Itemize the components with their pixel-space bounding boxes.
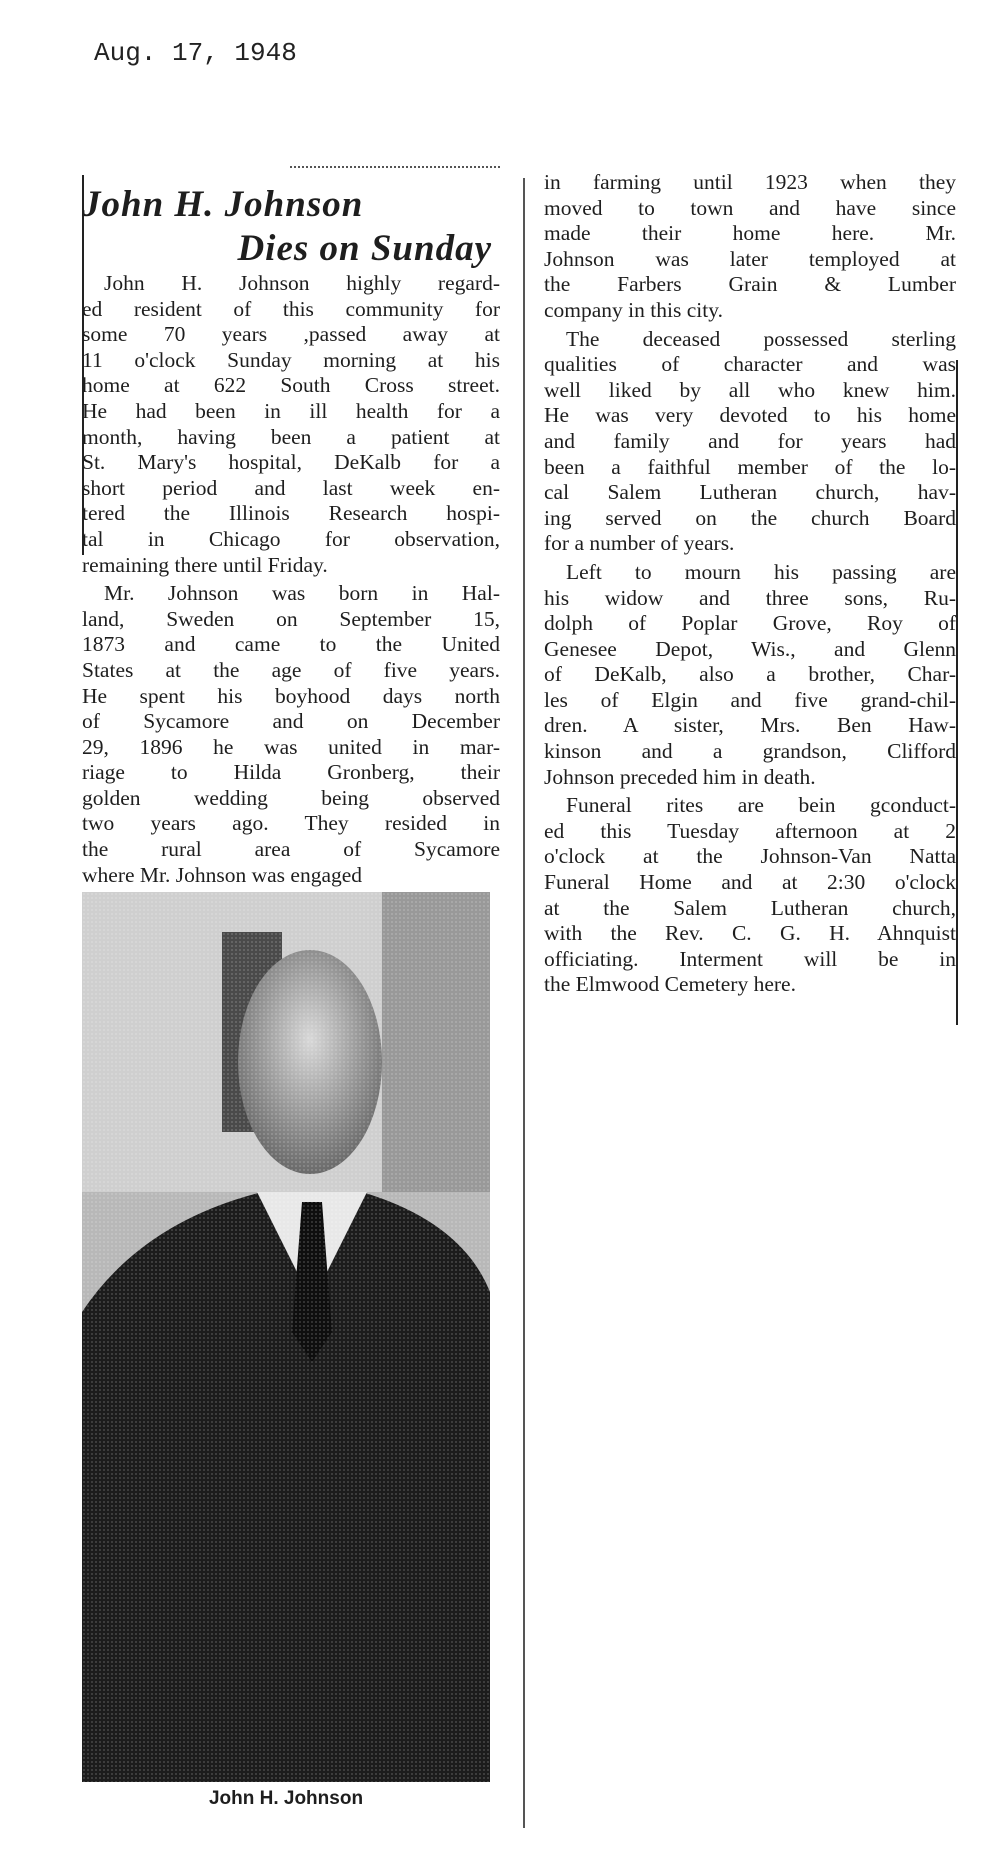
paragraph xyxy=(544,170,956,324)
text-line: 1873 and came to the United xyxy=(82,632,500,657)
photo-caption: John H. Johnson xyxy=(208,1788,364,1809)
left-article-text xyxy=(82,271,500,888)
text-line: ed this Tuesday afternoon at 2 xyxy=(544,818,956,843)
text-line: for a number of years. xyxy=(544,531,735,556)
text-line: Mr. Johnson was born in Hal- xyxy=(104,581,500,606)
text-line: John H. Johnson highly regard- xyxy=(104,271,500,295)
text-line: two years ago. They resided in xyxy=(82,811,500,836)
text-line: les of Elgin and five grand-chil- xyxy=(544,687,956,712)
text-line: the rural area of Sycamore xyxy=(82,837,500,862)
text-line: well liked by all who knew him. xyxy=(544,377,956,402)
text-line: officiating. Interment will be in xyxy=(544,946,956,971)
text-line: qualities of character and was xyxy=(544,352,956,377)
text-line: St. Mary's hospital, DeKalb for a xyxy=(82,450,500,475)
text-line: 11 o'clock Sunday morning at his xyxy=(82,347,500,372)
portrait-image xyxy=(82,892,490,1782)
text-line: land, Sweden on September 15, xyxy=(82,606,500,631)
text-line: 29, 1896 he was united in mar- xyxy=(82,734,500,759)
text-line: Funeral Home and at 2:30 o'clock xyxy=(544,870,956,895)
column-divider xyxy=(523,178,525,1828)
text-line: cal Salem Lutheran church, hav- xyxy=(544,480,956,505)
text-line: made their home here. Mr. xyxy=(544,221,956,246)
text-line: kinson and a grandson, Clifford xyxy=(544,739,956,764)
paragraph xyxy=(544,560,956,790)
headline-line-2: Dies on Sunday xyxy=(237,228,492,269)
text-line: short period and last week en- xyxy=(82,475,500,500)
text-line: been a faithful member of the lo- xyxy=(544,454,956,479)
headline-line-1: John H. Johnson xyxy=(82,184,364,225)
text-line: remaining there until Friday. xyxy=(82,552,328,577)
paragraph xyxy=(544,793,956,998)
text-line: tal in Chicago for observation, xyxy=(82,526,500,551)
text-line: in farming until 1923 when they xyxy=(544,170,956,194)
clipping-date: Aug. 17, 1948 xyxy=(94,38,297,68)
text-line: home at 622 South Cross street. xyxy=(82,373,500,398)
text-line: He spent his boyhood days north xyxy=(82,683,500,708)
text-line: at the Salem Lutheran church, xyxy=(544,895,956,920)
top-rule xyxy=(290,166,500,168)
text-line: He had been in ill health for a xyxy=(82,398,500,423)
headline xyxy=(82,183,500,271)
right-column xyxy=(544,170,956,1001)
paragraph xyxy=(544,327,956,557)
text-line: Genesee Depot, Wis., and Glenn xyxy=(544,636,956,661)
text-line: o'clock at the Johnson-Van Natta xyxy=(544,844,956,869)
left-column xyxy=(82,183,500,891)
text-line: He was very devoted to his home xyxy=(544,403,956,428)
text-line: dolph of Poplar Grove, Roy of xyxy=(544,611,956,636)
text-line: ed resident of this community for xyxy=(82,296,500,321)
column-border-right xyxy=(956,360,958,1025)
text-line: Left to mourn his passing are xyxy=(566,559,956,584)
text-line: the Farbers Grain & Lumber xyxy=(544,272,956,297)
text-line: riage to Hilda Gronberg, their xyxy=(82,760,500,785)
text-line: Johnson was later temployed at xyxy=(544,246,956,271)
right-article-text xyxy=(544,170,956,998)
text-line: his widow and three sons, Ru- xyxy=(544,585,956,610)
text-line: dren. A sister, Mrs. Ben Haw- xyxy=(544,713,956,738)
text-line: of Sycamore and on December xyxy=(82,709,500,734)
text-line: The deceased possessed sterling xyxy=(566,326,956,351)
text-line: ing served on the church Board xyxy=(544,505,956,530)
paragraph xyxy=(82,581,500,888)
text-line: company in this city. xyxy=(544,297,723,322)
text-line: and family and for years had xyxy=(544,428,956,453)
text-line: where Mr. Johnson was engaged xyxy=(82,862,363,887)
text-line: of DeKalb, also a brother, Char- xyxy=(544,662,956,687)
text-line: golden wedding being observed xyxy=(82,785,500,810)
text-line: Funeral rites are bein gconduct- xyxy=(566,793,956,818)
text-line: the Elmwood Cemetery here. xyxy=(544,972,796,997)
text-line: month, having been a patient at xyxy=(82,424,500,449)
text-line: tered the Illinois Research hospi- xyxy=(82,501,500,526)
text-line: with the Rev. C. G. H. Ahnquist xyxy=(544,921,956,946)
text-line: States at the age of five years. xyxy=(82,657,500,682)
text-line: Johnson preceded him in death. xyxy=(544,764,816,789)
text-line: moved to town and have since xyxy=(544,195,956,220)
portrait-photo xyxy=(82,892,490,1782)
paragraph xyxy=(82,271,500,578)
text-line: some 70 years ,passed away at xyxy=(82,322,500,347)
